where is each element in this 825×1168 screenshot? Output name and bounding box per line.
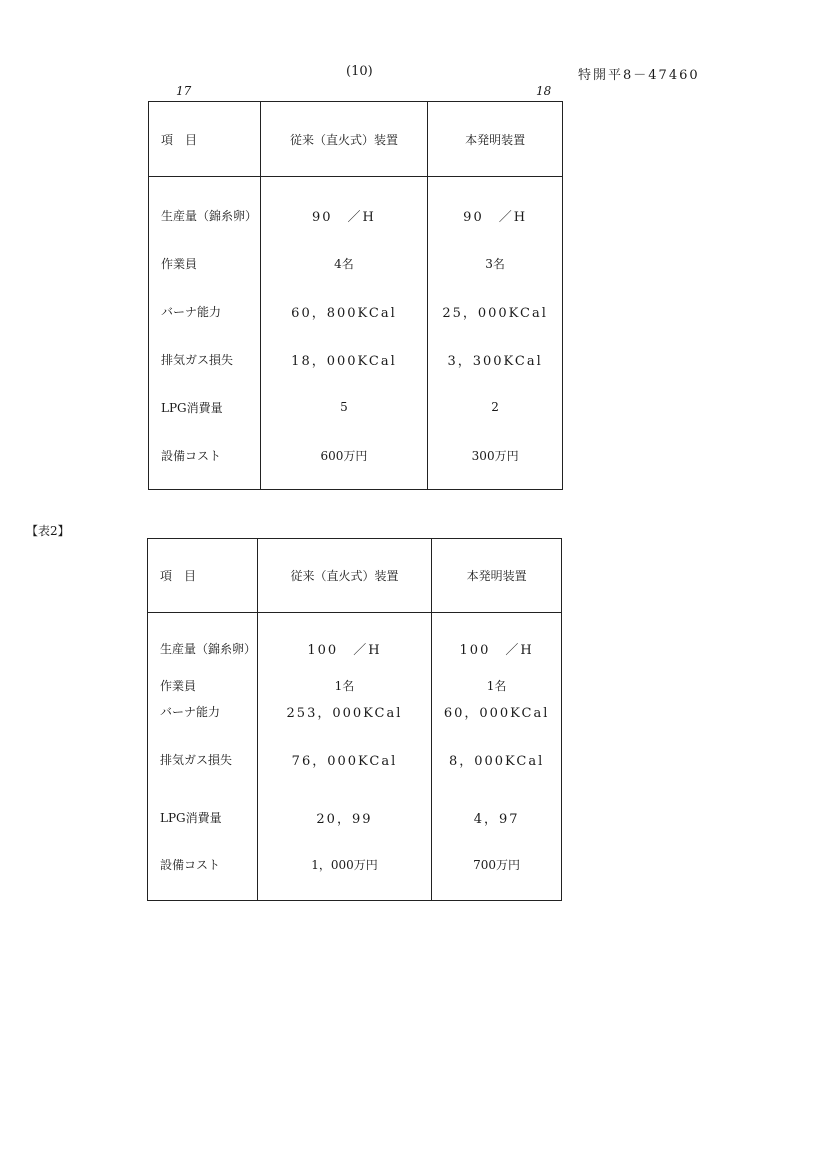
left-column-number: 17 — [176, 84, 192, 98]
row-item: バーナ能力 — [148, 698, 258, 724]
row-invention-value: 4，97 — [432, 794, 562, 841]
row-conventional-value: 76，000KCal — [257, 724, 432, 794]
table-row — [149, 335, 563, 383]
row-invention-value: 60，000KCal — [432, 698, 562, 724]
row-invention-value: 25，000KCal — [428, 287, 563, 335]
row-item: 排気ガス損失 — [149, 335, 261, 383]
row-conventional-value: 600万円 — [260, 431, 428, 490]
row-conventional-value: 4名 — [260, 239, 428, 287]
row-item: 生産量（錦糸卵） — [149, 177, 261, 240]
row-invention-value: 3名 — [428, 239, 563, 287]
table-row — [148, 794, 562, 841]
row-conventional-value: 1名 — [257, 672, 432, 698]
table-row — [149, 431, 563, 490]
row-conventional-value: 253，000KCal — [257, 698, 432, 724]
row-invention-value: 90 ／H — [428, 177, 563, 240]
table-row — [148, 841, 562, 901]
table-header-row — [148, 539, 562, 613]
row-item: 作業員 — [148, 672, 258, 698]
comparison-table-1 — [148, 101, 563, 490]
row-invention-value: 100 ／H — [432, 613, 562, 673]
row-invention-value: 700万円 — [432, 841, 562, 901]
right-column-number: 18 — [536, 84, 552, 98]
row-invention-value: 2 — [428, 383, 563, 431]
header-invention: 本発明装置 — [428, 102, 563, 177]
header-invention: 本発明装置 — [432, 539, 562, 613]
table-row — [149, 383, 563, 431]
row-conventional-value: 90 ／H — [260, 177, 428, 240]
row-conventional-value: 60，800KCal — [260, 287, 428, 335]
table-2-label: 【表2】 — [26, 524, 70, 538]
row-item: 排気ガス損失 — [148, 724, 258, 794]
table-row — [148, 698, 562, 724]
table-row — [148, 613, 562, 673]
row-item: 設備コスト — [149, 431, 261, 490]
row-invention-value: 8，000KCal — [432, 724, 562, 794]
table-row — [149, 287, 563, 335]
row-conventional-value: 20，99 — [257, 794, 432, 841]
row-item: LPG消費量 — [148, 794, 258, 841]
comparison-table-2 — [147, 538, 562, 901]
row-invention-value: 3，300KCal — [428, 335, 563, 383]
row-conventional-value: 1，000万円 — [257, 841, 432, 901]
row-item: 設備コスト — [148, 841, 258, 901]
row-item: 生産量（錦糸卵） — [148, 613, 258, 673]
row-item: 作業員 — [149, 239, 261, 287]
document-id: 特開平8－47460 — [578, 68, 700, 83]
header-conventional: 従来（直火式）装置 — [260, 102, 428, 177]
page-number: (10) — [346, 64, 373, 79]
row-conventional-value: 100 ／H — [257, 613, 432, 673]
table-row — [148, 724, 562, 794]
table-row — [148, 672, 562, 698]
header-item: 項 目 — [148, 539, 258, 613]
row-conventional-value: 18，000KCal — [260, 335, 428, 383]
row-conventional-value: 5 — [260, 383, 428, 431]
table-header-row — [149, 102, 563, 177]
row-item: バーナ能力 — [149, 287, 261, 335]
table-row — [149, 239, 563, 287]
table-row — [149, 177, 563, 240]
header-conventional: 従来（直火式）装置 — [257, 539, 432, 613]
row-invention-value: 1名 — [432, 672, 562, 698]
header-item: 項 目 — [149, 102, 261, 177]
row-invention-value: 300万円 — [428, 431, 563, 490]
row-item: LPG消費量 — [149, 383, 261, 431]
